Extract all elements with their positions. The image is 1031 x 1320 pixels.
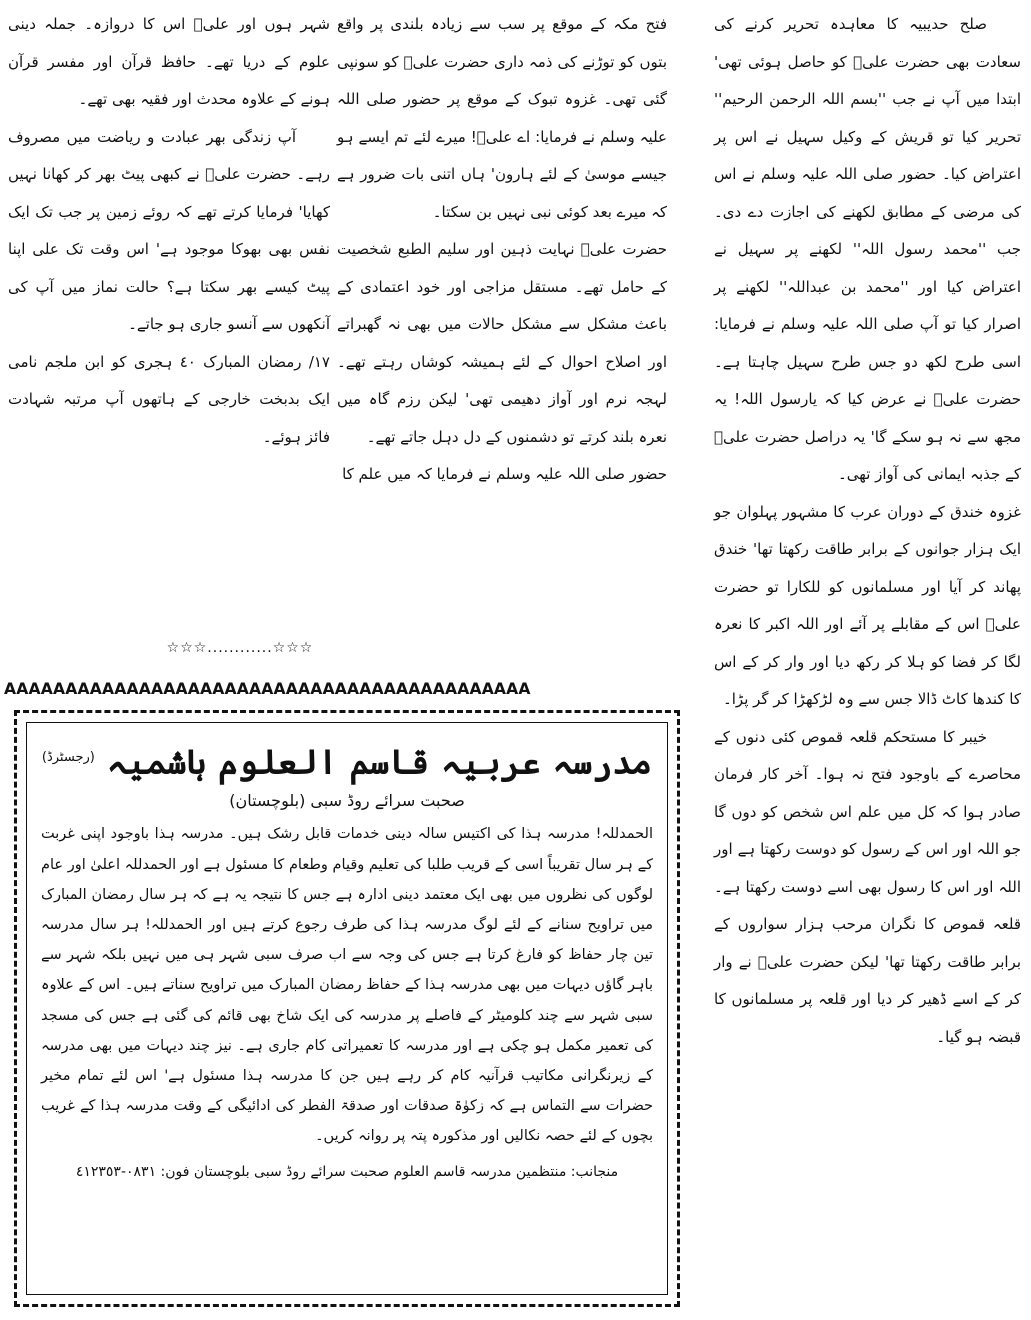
stars-separator: ☆☆☆............☆☆☆	[166, 640, 314, 656]
advertisement-address: صحبت سرائے روڈ سبی (بلوچستان)	[229, 791, 465, 811]
madrasa-advertisement	[14, 710, 680, 1307]
registered-label: (رجسٹرڈ)	[41, 750, 95, 765]
paragraph-martyrdom: ١٧/ رمضان المبارک ٤٠ ہجری کو ابن ملجم نامی ایک بدبخت خارجی کے ہاتھوں آپ مرتبہ شہادت فائز ہوئے۔	[8, 352, 330, 446]
advertisement-body: الحمدللہ! مدرسہ ہذا کی اکتیس سالہ دینی خدمات قابل رشک ہیں۔ مدرسہ ہذا باوجود اپنی غربت کے ہر سال تقریباً اسی کے قریب طلبا کی تعلیم وقیام وطعام کا مسئول ہے اور الحمدللہ اعلیٰ اور عام لوگوں کی نظروں میں بھی ایک معتمد دینی ادارہ ہے جس کا نتیجہ یہ ہے کہ ہر سال رمضان المبارک میں تراویح سنانے کے لئے لوگ مدرسہ ہذا کی طرف رجوع کرتے ہیں اور الحمدللہ! ہر سال مدرسہ تین چار حفاظ کو فارغ کرتا ہے جس کی وجہ سے اب صرف سبی شہر ہی میں نہیں بلکہ شہر سے باہر گاؤں دیہات میں بھی مدرسہ ہذا کے حفاظ رمضان المبارک میں تراویح سناتے ہیں۔ اس کے علاوہ سبی شہر سے چند کلومیٹر کے فاصلے پر مدرسہ کی ایک شاخ بھی قائم کی گئی ہے جس کی مسجد کی تعمیر مکمل ہو چکی ہے اور مدرسہ کا تعمیراتی کام جاری ہے۔ نیز چند دیہات میں بھی مدرسہ کے زیرنگرانی مکاتیب قرآنیہ کام کر رہے ہیں جن کا مدرسہ ہذا مسئول ہے' اس لئے تمام مخیر حضرات سے التماس ہے کہ زکوٰۃ صدقات اور صدقۃ الفطر کی ادائیگی کے وقت مدرسہ ہذا کے غریب بچوں کے لئے حصہ نکالیں اور مذکورہ پتہ پر روانہ کریں۔	[41, 826, 653, 1145]
advertisement-contact: منجانب: منتظمین مدرسہ قاسم العلوم صحبت سرائے روڈ سبی بلوچستان فون: ٠٨٣١-٤١٢٣٥٣	[41, 1156, 653, 1187]
advertisement-inner-frame	[26, 722, 668, 1295]
paragraph-hadith-ilm: حضور صلی اللہ علیہ وسلم نے فرمایا کہ میں علم کا	[342, 465, 667, 483]
paragraph-worship: آپ زندگی بھر عبادت و ریاضت میں مصروف رہے۔ حضرت علیؓ نے کبھی پیٹ بھر کر کھانا نہیں کھایا' فرمایا کرتے تھے کہ روئے زمین پر جب تک ایک نفس بھی بھوکا موجود ہے' اس وقت تک علی اپنا پیٹ کیسے بھر سکتا ہے؟ حالت نماز میں آپ کی آنکھوں سے آنسو جاری ہو جاتے۔	[8, 127, 330, 333]
paragraph-hudaibiya: صلح حدیبیہ کا معاہدہ تحریر کرنے کی سعادت بھی حضرت علیؓ کو حاصل ہوئی تھی' ابتدا میں آپ نے جب ''بسم اللہ الرحمن الرحیم'' تحریر کیا تو قریش کے وکیل سہیل نے اس پر اعتراض کیا۔ حضور صلی اللہ علیہ وسلم نے اس کی مرضی کے مطابق لکھنے کی اجازت دے دی۔ جب ''محمد رسول اللہ'' لکھنے پر سہیل نے اعتراض کیا اور ''محمد بن عبداللہ'' لکھنے پر اصرار کیا تو آپ صلی اللہ علیہ وسلم نے فرمایا: اسی طرح لکھ دو جس طرح سہیل چاہتا ہے۔ حضرت علیؓ نے عرض کیا کہ یارسول اللہ! یہ مجھ سے نہ ہو سکے گا' یہ دراصل حضرت علیؓ کے جذبہ ایمانی کی آواز تھی۔	[714, 15, 1021, 483]
letter-divider: AAAAAAAAAAAAAAAAAAAAAAAAAAAAAAAAAAAAAAAAAAA	[4, 680, 531, 698]
paragraph-khaybar: خیبر کا مستحکم قلعہ قموص کئی دنوں کے محاصرے کے باوجود فتح نہ ہوا۔ آخر کار فرمان صادر ہوا کہ کل میں علم اس شخص کو دوں گا جو اللہ اور اس کے رسول کو دوست رکھتا ہے اور اللہ اور اس کا رسول بھی اسے دوست رکھتا ہے۔ قلعہ قموص کا نگران مرحب ہزار سواروں کے برابر طاقت رکھتا تھا' لیکن حضرت علیؓ نے وار کر کے اسے ڈھیر کر دیا اور قلعہ پر مسلمانوں کا قبضہ ہو گیا۔	[714, 727, 1021, 1046]
right-column	[714, 6, 1021, 1056]
advertisement-title-text: مدرسہ عربیہ قاسم العلوم ہاشمیہ	[106, 742, 653, 783]
paragraph-ilm-city: شہر ہوں اور علیؓ اس کا دروازہ۔ جملہ دینی علوم کے دریا تھے۔ حافظ قرآن اور مفسر قرآن ہونے کے علاوہ محدث اور فقیہ بھی تھے۔	[8, 15, 330, 108]
advertisement-title	[41, 735, 653, 785]
paragraph-khandaq: غزوہ خندق کے دوران عرب کا مشہور پہلوان جو ایک ہزار جوانوں کے برابر طاقت رکھتا تھا' خندق پھاند کر آیا اور مسلمانوں کو للکارا تو حضرت علیؓ اس کے مقابلے پر آئے اور اللہ اکبر کا نعرہ لگا کر فضا کو ہلا کر رکھ دیا اور وار کر کے اس کا کندھا کاٹ ڈالا جس سے وہ لڑکھڑا کر گر پڑا۔	[714, 502, 1021, 708]
left-column	[8, 6, 330, 456]
paragraph-fath-makkah: فتح مکہ کے موقع پر سب سے زیادہ بلندی پر واقع بتوں کو توڑنے کی ذمہ داری حضرت علیؓ کو سونپی گئی تھی۔ غزوہ تبوک کے موقع پر حضور صلی اللہ علیہ وسلم نے فرمایا: اے علیؓ! میرے لئے تم ایسے ہو جیسے موسیٰ کے لئے ہارون' ہاں اتنی بات ضرور ہے کہ میرے بعد کوئی نبی نہیں بن سکتا۔	[337, 15, 667, 221]
paragraph-character: حضرت علیؓ نہایت ذہین اور سلیم الطبع شخصیت کے حامل تھے۔ مستقل مزاجی اور خود اعتمادی کے باعث مشکل سے مشکل حالات میں بھی نہ گھبراتے اور اصلاح احوال کے لئے ہمیشہ کوشاں رہتے تھے۔ لہجہ نرم اور آواز دھیمی تھی' لیکن رزم گاہ میں نعرہ بلند کرتے تو دشمنوں کے دل دہل جاتے تھے۔	[337, 240, 667, 446]
middle-column	[337, 6, 667, 494]
